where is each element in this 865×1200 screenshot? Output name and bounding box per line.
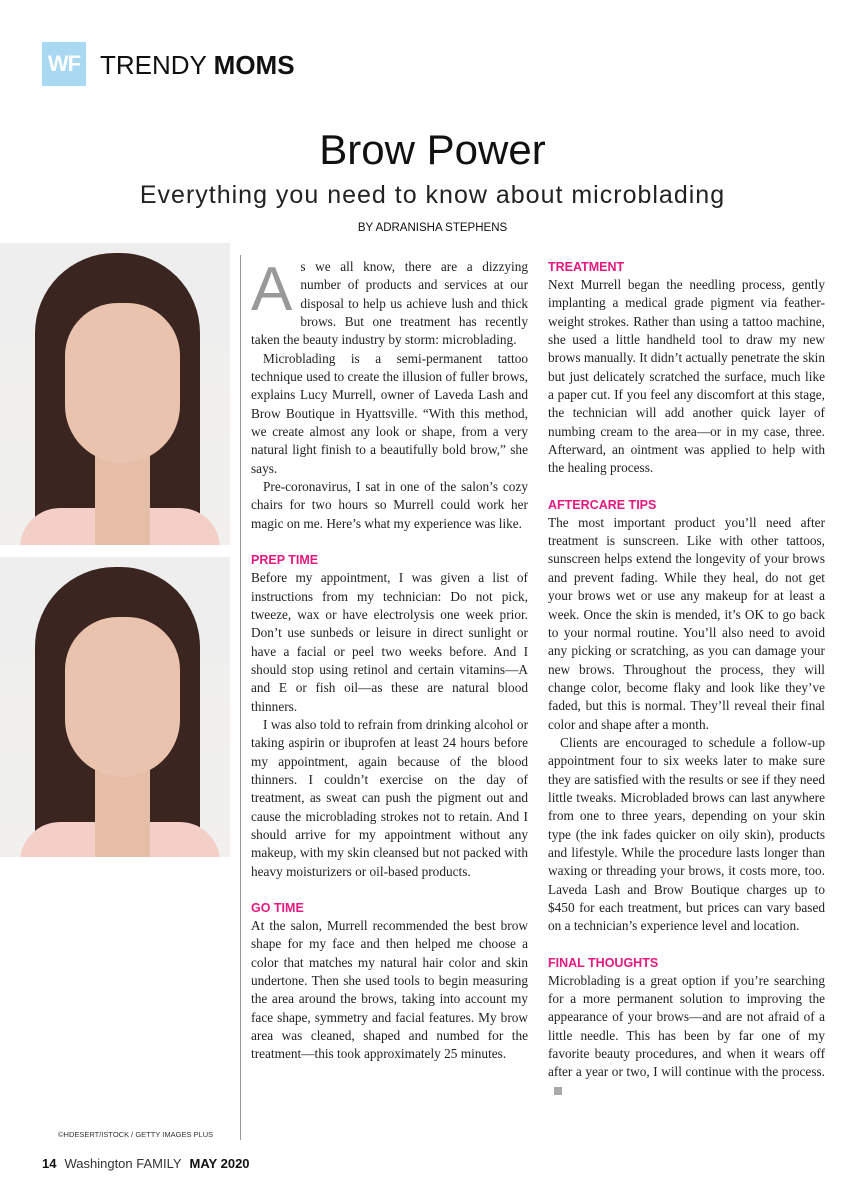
- heading-go-time: GO TIME: [251, 901, 304, 915]
- intro-paragraph: [251, 255, 528, 350]
- page-number: 14: [42, 1156, 57, 1171]
- intro-text: s we all know, there are a dizzying number of products and services at our disposal to help us achieve lush and thick brows. But one treatment has recently taken the beauty industry by storm: microblading.: [251, 259, 528, 348]
- end-mark-icon: [554, 1087, 562, 1095]
- paragraph: Before my appointment, I was given a list of instructions from my technician: Do not pick, tweeze, wax or have electrolysis one week prior. Don’t use sunbeds or leisure in direct sunlight or have a facial or peel two weeks before. And I should stop using retinol and certain vitamins—A and E or fish oil—as these are natural blood thinners.: [251, 570, 528, 714]
- paragraph: Clients are encouraged to schedule a follow-up appointment four to six weeks later to make sure they are satisfied with the results or see if they need little tweaks. Microbladed brows can last anywhere from one to three years, depending on your skin type (the ink fades quicker on oily skin), products and lifestyle. While the procedure lasts longer than waxing or threading your brows, it costs more, too. Laveda Lash and Brow Boutique charges up to $450 for each treatment, but prices can vary based on a technician’s experience level and location.: [548, 734, 825, 934]
- section-bold: MOMS: [213, 50, 295, 80]
- column-divider: [240, 255, 241, 1140]
- wf-logo: WF: [42, 42, 86, 86]
- final-text: Microblading is a great option if you’re searching for a more permanent solution to improving the appearance of your brows—and are not afraid of a little needle. This has been by far one of my favorite beauty procedures, and when it wears off after a year or two, I will continue with the process.: [548, 972, 825, 1080]
- section-title: [100, 50, 295, 80]
- paragraph: Pre-coronavirus, I sat in one of the salon’s cozy chairs for two hours so Murrell could work her magic on me. Here’s what my experience was like.: [251, 479, 528, 531]
- heading-treatment: TREATMENT: [548, 260, 625, 274]
- heading-prep-time: PREP TIME: [251, 553, 319, 568]
- page-footer: [42, 1156, 250, 1172]
- column-left: [251, 255, 528, 1064]
- woman-photo-after: [0, 557, 230, 857]
- byline: BY ADRANISHA STEPHENS: [357, 222, 508, 234]
- final-paragraph: [548, 972, 825, 1100]
- paragraph: Microblading is a semi-permanent tattoo technique used to create the illusion of fuller brows, explains Lucy Murrell, owner of Laveda Lash and Brow Boutique in Hyattsville. “With this method, we create almost any look or shape, from a very natural light finish to a beautifully bold brow,” she says.: [251, 350, 528, 476]
- heading-final-thoughts: FINAL THOUGHTS: [548, 955, 659, 970]
- section-light: TRENDY: [100, 50, 207, 80]
- heading-aftercare-tips: AFTERCARE TIPS: [548, 497, 657, 512]
- woman-photo-before: [0, 243, 230, 545]
- paragraph: At the salon, Murrell recommended the best brow shape for my face and then helped me choose a color that matches my natural hair color and skin undertone. Then she used tools to begin measuring the area around the brows, taking into account my face shape, symmetry and facial features. My brow area was cleaned, shaped and numbed for the treatment—this took approximately 25 minutes.: [251, 918, 528, 1062]
- column-right: [548, 258, 825, 1100]
- drop-cap: A: [251, 255, 293, 324]
- paragraph: The most important product you’ll need after treatment is sunscreen. Like with other tattoos, sunscreen helps extend the longevity of your brows and prevent fading. While they heal, do not get your brows wet or use any makeup for at least a week. Once the skin is mended, it’s OK to go back to your normal routine. You’ll also need to avoid any picking or scratching, as you can damage your new brows. Throughout the process, they will change color, become flaky and look like they’ve faded, but this is normal. They’ll reveal their final color and shape after a month.: [548, 514, 825, 732]
- article-title: Brow Power: [319, 126, 546, 173]
- paragraph: I was also told to refrain from drinking alcohol or taking aspirin or ibuprofen at least 24 hours before my appointment, again because of the blood thinners. I couldn’t exercise on the day of treatment, as sweat can push the pigment out and cause the microblading strokes not to retain. And I should arrive for my appointment without any makeup, with my skin cleansed but not packed with heavy moisturizers or oil-based products.: [251, 716, 528, 879]
- issue-date: MAY 2020: [189, 1156, 250, 1171]
- article-subtitle: Everything you need to know about microblading: [139, 181, 726, 209]
- publication-name: Washington FAMILY: [64, 1156, 182, 1171]
- paragraph: Next Murrell began the needling process, gently implanting a medical grade pigment via feather-weight strokes. Rather than using a tattoo machine, she used a little handheld tool to draw my new brows manually. It didn’t actually penetrate the skin but just delicately scratched the surface, much like a paper cut. If you feel any discomfort at this stage, the technician will add another quick layer of numbing cream to the area—or in my case, three. Afterward, an ointment was applied to help with the healing process.: [548, 277, 825, 476]
- photo-credit: ©HDESERT/ISTOCK / GETTY IMAGES PLUS: [58, 1130, 214, 1139]
